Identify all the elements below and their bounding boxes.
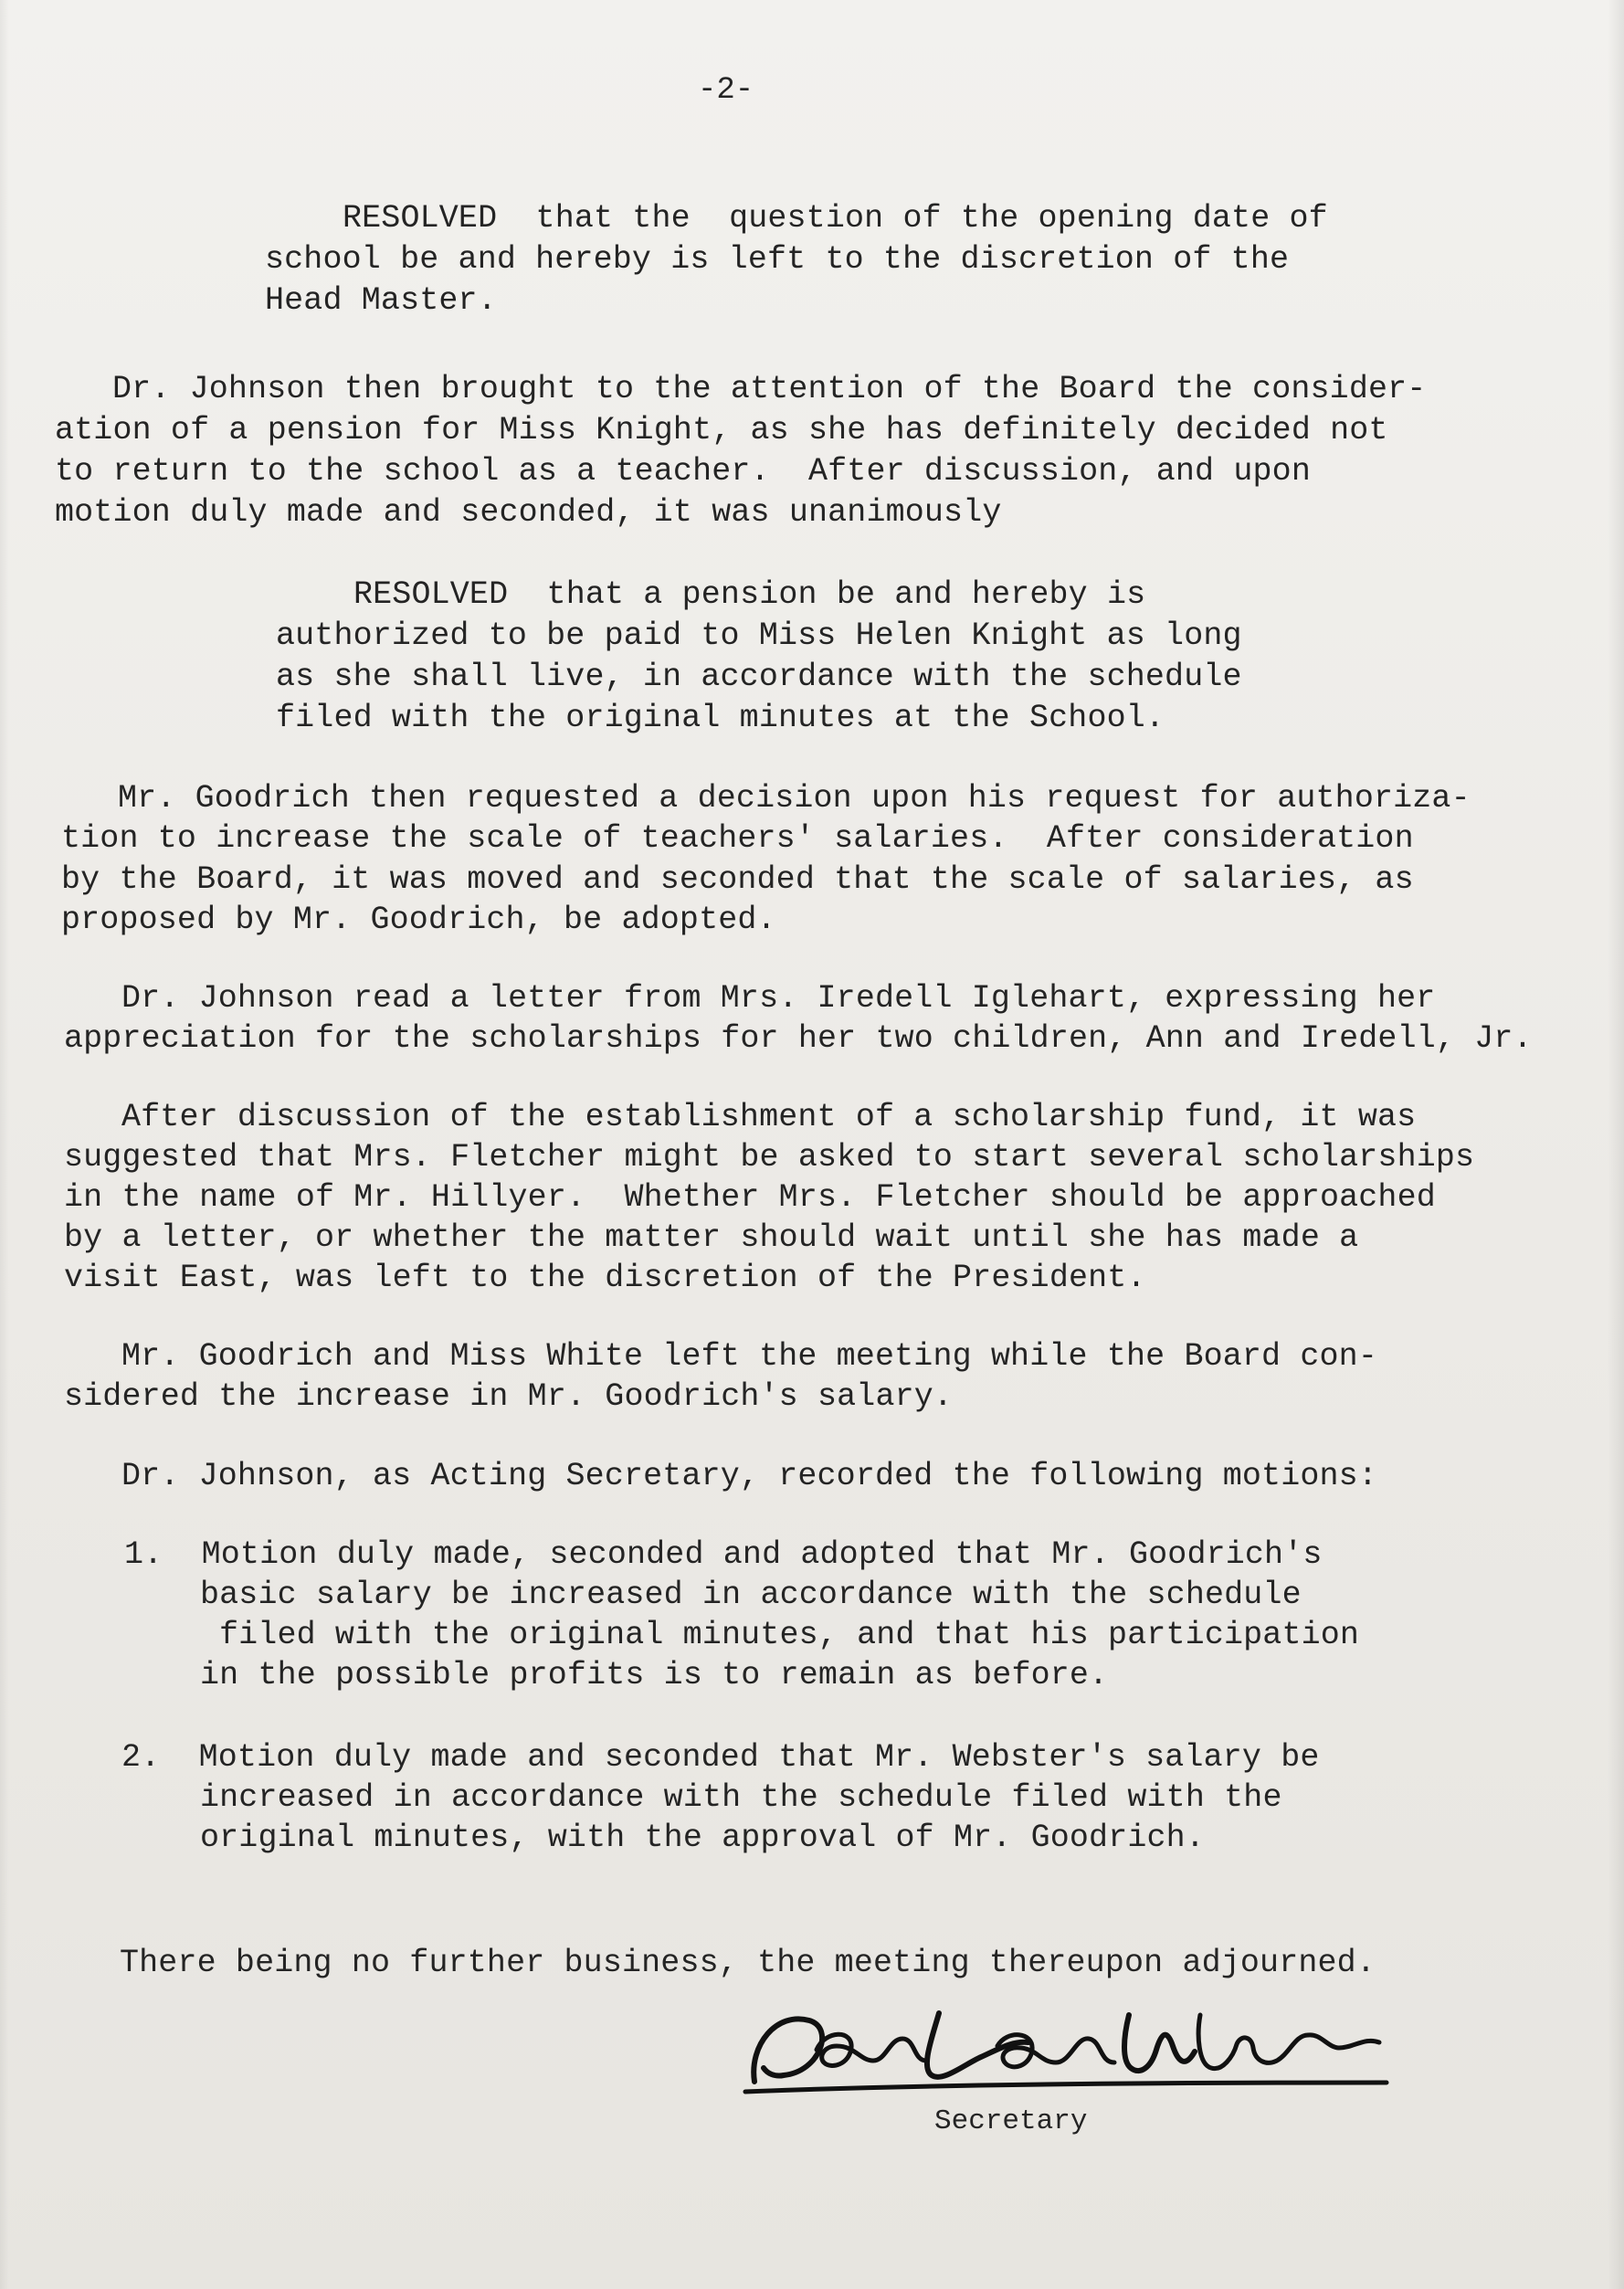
resolution-1-line-3: Head Master. [265,282,497,319]
resolution-2-line-3: as she shall live, in accordance with the schedule [276,659,1242,695]
motion-2-line-1: 2. Motion duly made and seconded that Mr. Webster's salary be [121,1739,1320,1776]
paragraph-scholarship-line-1: After discussion of the establishment of a scholarship fund, it was [121,1099,1417,1135]
resolution-2-line-1: RESOLVED that a pension be and hereby is [353,576,1146,613]
paragraph-scholarship-line-5: visit East, was left to the discretion of the President. [64,1260,1146,1296]
paragraph-pension-line-1: Dr. Johnson then brought to the attention of the Board the consider- [112,371,1427,407]
resolution-1-line-2: school be and hereby is left to the discretion of the [265,241,1290,278]
paragraph-pension-line-3: to return to the school as a teacher. After discussion, and upon [55,453,1311,490]
motion-2-line-3: original minutes, with the approval of Mr. Goodrich. [200,1820,1205,1856]
motion-1-line-1: 1. Motion duly made, seconded and adopted that Mr. Goodrich's [124,1536,1323,1573]
motion-1-line-3: filed with the original minutes, and that his participation [219,1617,1360,1653]
resolution-2-line-2: authorized to be paid to Miss Helen Knight as long [276,617,1242,654]
paragraph-salaries-line-4: proposed by Mr. Goodrich, be adopted. [61,902,776,938]
resolution-2-line-4: filed with the original minutes at the School. [276,700,1165,736]
paragraph-scholarship-line-2: suggested that Mrs. Fletcher might be asked to start several scholarships [64,1139,1475,1176]
paragraph-meeting-line-2: sidered the increase in Mr. Goodrich's salary. [64,1378,954,1415]
motion-1-line-4: in the possible profits is to remain as before. [200,1657,1109,1693]
motion-1-line-2: basic salary be increased in accordance with the schedule [200,1577,1302,1613]
paragraph-acting-secretary: Dr. Johnson, as Acting Secretary, recorded the following motions: [121,1458,1377,1494]
page-number: -2- [698,73,754,108]
secretary-label: Secretary [934,2105,1088,2137]
resolution-1-line-1: RESOLVED that the question of the opening date of [343,200,1328,237]
paragraph-letter-line-1: Dr. Johnson read a letter from Mrs. Iredell Iglehart, expressing her [121,980,1436,1017]
paragraph-pension-line-4: motion duly made and seconded, it was unanimously [55,494,1002,531]
paragraph-letter-line-2: appreciation for the scholarships for her two children, Ann and Iredell, Jr. [64,1020,1533,1057]
paragraph-salaries-line-3: by the Board, it was moved and seconded that the scale of salaries, as [61,861,1414,898]
paragraph-meeting-line-1: Mr. Goodrich and Miss White left the meeting while the Board con- [121,1338,1377,1375]
closing-paragraph: There being no further business, the meeting thereupon adjourned. [120,1945,1376,1981]
paragraph-pension-line-2: ation of a pension for Miss Knight, as she has definitely decided not [55,412,1388,448]
motion-2-line-2: increased in accordance with the schedule filed with the [200,1779,1282,1816]
paragraph-salaries-line-1: Mr. Goodrich then requested a decision upon his request for authoriza- [118,780,1471,817]
paragraph-scholarship-line-3: in the name of Mr. Hillyer. Whether Mrs. Fletcher should be approached [64,1179,1436,1216]
signature [736,1995,1394,2104]
paragraph-scholarship-line-4: by a letter, or whether the matter should wait until she has made a [64,1219,1359,1256]
paragraph-salaries-line-2: tion to increase the scale of teachers' salaries. After consideration [61,820,1414,857]
